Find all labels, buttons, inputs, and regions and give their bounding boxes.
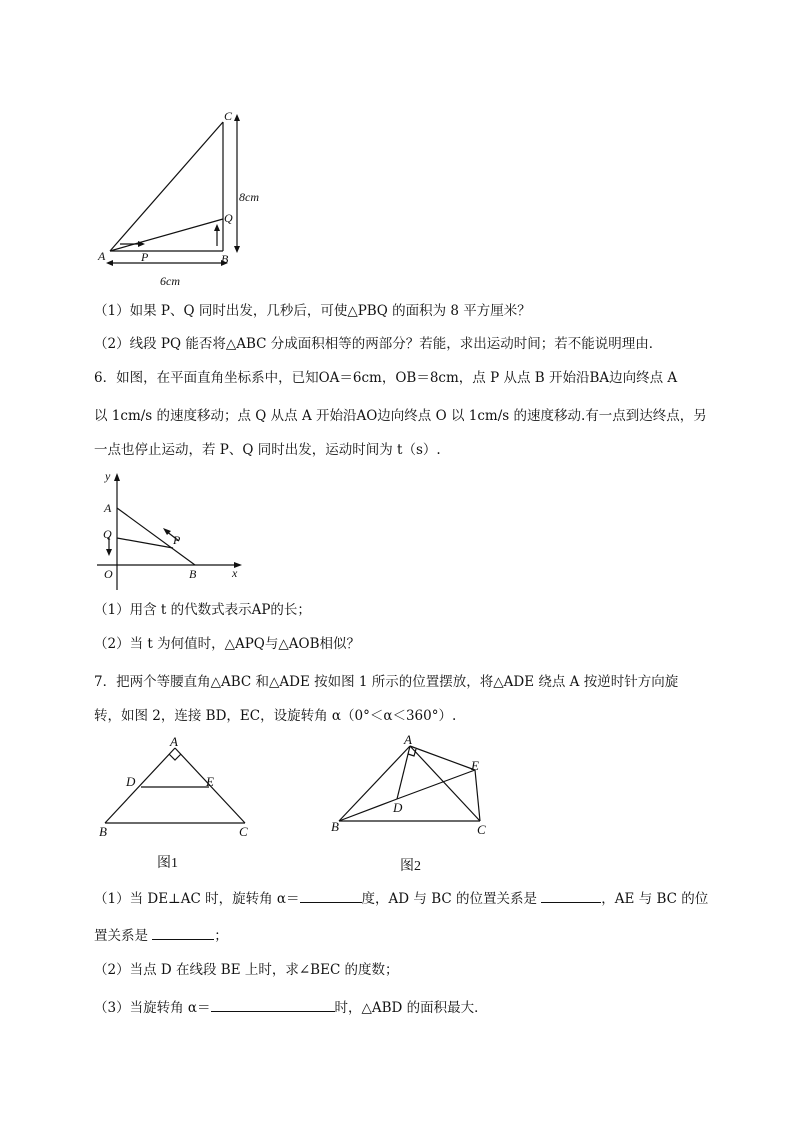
problem5-question-1: （1）如果 P、Q 同时出发，几秒后，可使△PBQ 的面积为 8 平方厘米？ <box>94 303 531 319</box>
q1-text-e: ； <box>214 928 228 944</box>
axis-label-x: x <box>232 566 238 580</box>
q3-text-b: 时，△ABD 的面积最大． <box>334 1000 488 1016</box>
problem6-line-2: 以 1cm/s 的速度移动；点 Q 从点 A 开始沿AO边向终点 O 以 1cm/s 的速度移动.有一点到达终点，另 <box>94 408 707 424</box>
q1-text-b: 度，AD 与 BC 的位置关系是 <box>361 891 537 907</box>
answer-blank-max-angle[interactable] <box>211 997 335 1012</box>
axis-label-y: y <box>105 469 111 483</box>
label-C: C <box>239 824 248 839</box>
label-A: A <box>98 249 106 263</box>
problem5-question-2: （2）线段 PQ 能否将△ABC 分成面积相等的两部分？若能，求出运动时间；若不能说明理由． <box>94 336 663 352</box>
problem7-line-2: 转，如图 2，连接 BD，EC，设旋转角 α（0°＜α＜360°）. <box>94 708 457 724</box>
figure-7-2-rotated <box>325 732 500 877</box>
figure-7-1-triangles <box>95 735 260 875</box>
label-Q: Q <box>103 527 112 541</box>
label-A: A <box>104 501 112 515</box>
label-B: B <box>99 824 107 839</box>
label-E: E <box>206 774 214 789</box>
label-A: A <box>170 735 178 749</box>
figure-right-triangle-abc <box>90 100 280 295</box>
q1-text-c: ，AE 与 BC 的位 <box>601 891 709 907</box>
label-E: E <box>471 758 479 773</box>
caption-figure-1: 图1 <box>157 856 178 871</box>
label-P: P <box>141 250 149 264</box>
label-C: C <box>224 109 233 123</box>
label-D: D <box>126 774 136 789</box>
problem7-question-1-cont <box>94 925 228 946</box>
label-P: P <box>173 533 181 547</box>
answer-blank-ad-bc[interactable] <box>541 888 601 903</box>
q1-text-d: 置关系是 <box>94 928 148 944</box>
label-B: B <box>189 567 197 581</box>
label-C: C <box>477 822 486 837</box>
label-Q: Q <box>224 211 233 225</box>
label-O: O <box>104 567 113 581</box>
dimension-6cm: 6cm <box>160 274 180 288</box>
problem6-line-3: 一点也停止运动，若 P、Q 同时出发，运动时间为 t（s）. <box>94 442 441 458</box>
q1-text-a: （1）当 DE⊥AC 时，旋转角 α＝ <box>94 891 300 907</box>
problem7-line-1: 7．把两个等腰直角△ABC 和△ADE 按如图 1 所示的位置摆放，将△ADE 绕点 A 按逆时针方向旋 <box>94 674 679 690</box>
problem7-question-2: （2）当点 D 在线段 BE 上时，求∠BEC 的度数； <box>94 962 399 978</box>
problem7-question-1 <box>94 888 708 909</box>
answer-blank-ae-bc[interactable] <box>152 925 214 940</box>
problem6-line-1: 6．如图，在平面直角坐标系中，已知OA＝6cm，OB＝8cm，点 P 从点 B 开始沿BA边向终点 A <box>94 370 678 386</box>
caption-figure-2: 图2 <box>400 859 421 874</box>
answer-blank-angle[interactable] <box>300 888 362 903</box>
problem7-question-3 <box>94 997 488 1018</box>
problem6-question-1: （1）用含 t 的代数式表示AP的长； <box>94 602 311 618</box>
label-A: A <box>404 732 412 747</box>
problem6-question-2: （2）当 t 为何值时，△APQ与△AOB相似？ <box>94 636 360 652</box>
label-B: B <box>331 819 339 834</box>
q3-text-a: （3）当旋转角 α＝ <box>94 1000 211 1016</box>
dimension-8cm: 8cm <box>239 190 259 204</box>
label-B: B <box>221 252 229 266</box>
label-D: D <box>393 800 403 815</box>
figure-coordinate-plane <box>95 465 255 595</box>
